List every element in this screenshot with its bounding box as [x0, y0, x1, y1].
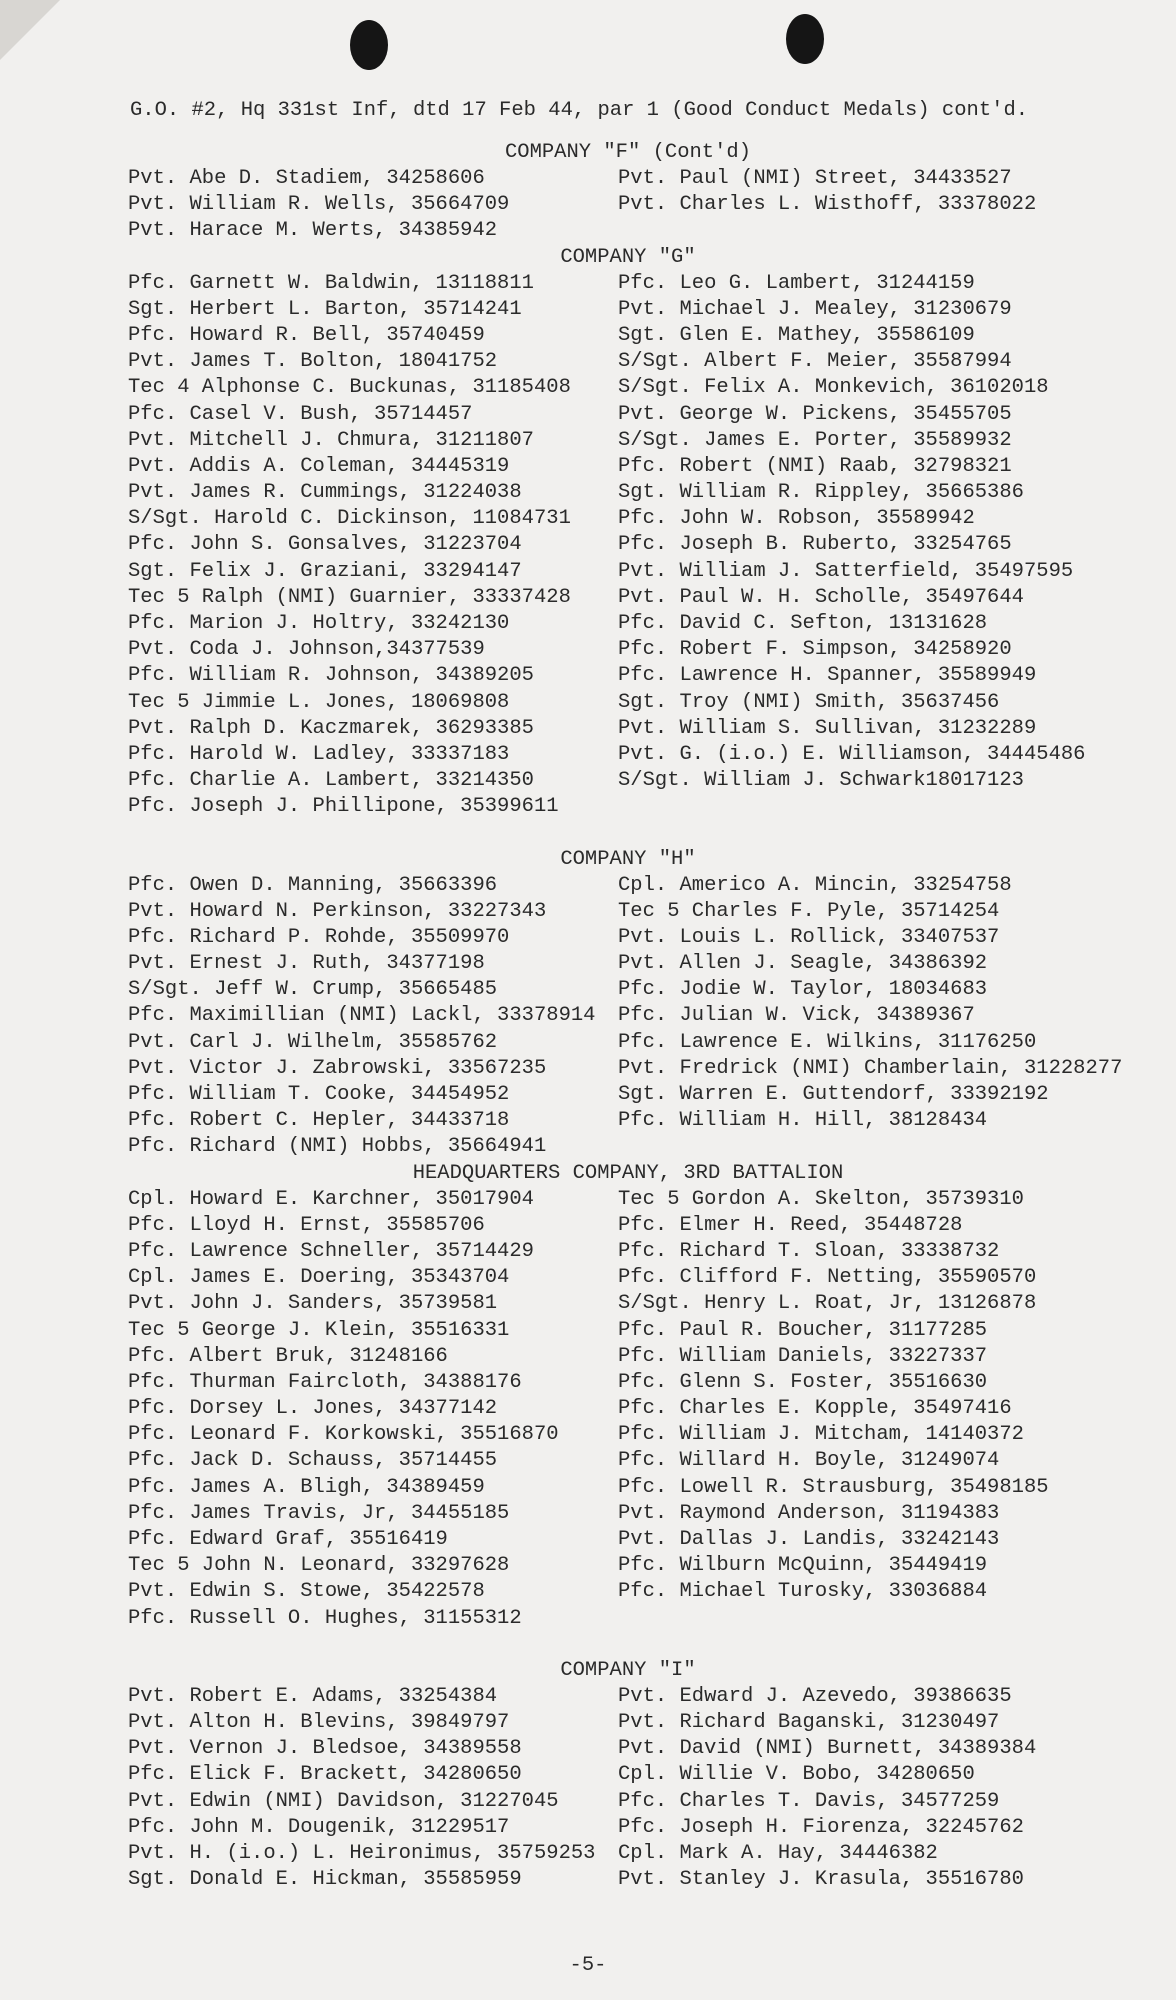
section-title: COMPANY "G": [560, 245, 696, 269]
roster-entry: S/Sgt. James E. Porter, 35589932: [618, 428, 1012, 452]
roster-entry: Pvt. Abe D. Stadiem, 34258606: [128, 167, 485, 190]
roster-entry: Pfc. Howard R. Bell, 35740459: [128, 323, 485, 347]
roster-entry: Pfc. Garnett W. Baldwin, 13118811: [128, 271, 534, 295]
roster-entry: Pfc. Leonard F. Korkowski, 35516870: [128, 1423, 559, 1447]
roster-entry: Pfc. William H. Hill, 38128434: [618, 1109, 988, 1133]
company-section: [128, 140, 1148, 245]
roster-entry: Pfc. Paul R. Boucher, 31177285: [618, 1318, 988, 1342]
roster-entry: Cpl. Howard E. Karchner, 35017904: [128, 1187, 534, 1211]
blank-line: [128, 1632, 1148, 1658]
roster-entry: Pfc. Robert C. Hepler, 34433718: [128, 1109, 510, 1133]
roster-entry: S/Sgt. Jeff W. Crump, 35665485: [128, 978, 498, 1002]
punch-hole-right: [786, 14, 824, 64]
roster-entry: Pvt. Raymond Anderson, 31194383: [618, 1501, 1000, 1525]
roster-entry: Pvt. Edward J. Azevedo, 39386635: [618, 1684, 1012, 1708]
roster-entry: Pvt. Addis A. Coleman, 34445319: [128, 454, 510, 478]
section-title: COMPANY "H": [560, 847, 696, 871]
roster-entry: Pvt. Howard N. Perkinson, 33227343: [128, 899, 547, 923]
roster-entry: Pvt. George W. Pickens, 35455705: [618, 402, 1012, 426]
order-heading: G.O. #2, Hq 331st Inf, dtd 17 Feb 44, par 1 (Good Conduct Medals) cont'd.: [130, 99, 1029, 122]
roster-entry: Pfc. Albert Bruk, 31248166: [128, 1344, 448, 1368]
roster-entry: Pvt. William R. Wells, 35664709: [128, 193, 510, 217]
roster-entry: Tec 5 Charles F. Pyle, 35714254: [618, 899, 1000, 923]
document-body: [128, 98, 1148, 1893]
roster-entry: Pfc. Charles E. Kopple, 35497416: [618, 1397, 1012, 1421]
roster-entry: Pvt. James T. Bolton, 18041752: [128, 350, 498, 374]
roster-entry: Pvt. Allen J. Seagle, 34386392: [618, 952, 988, 976]
roster-entry: Pvt. Charles L. Wisthoff, 33378022: [618, 193, 1037, 217]
roster-columns: [128, 873, 1148, 1161]
roster-column-left: [128, 873, 618, 1161]
roster-entry: Sgt. Troy (NMI) Smith, 35637456: [618, 690, 1000, 714]
roster-columns: [128, 1684, 1148, 1894]
roster-entry: Cpl. Mark A. Hay, 34446382: [618, 1841, 938, 1865]
roster-entry: Pvt. Vernon J. Bledsoe, 34389558: [128, 1737, 522, 1761]
roster-column-left: [128, 1187, 618, 1632]
roster-entry: Cpl. Americo A. Mincin, 33254758: [618, 873, 1012, 897]
roster-column-right: [618, 1684, 1148, 1894]
company-section: [128, 1658, 1148, 1894]
roster-entry: Pvt. Stanley J. Krasula, 35516780: [618, 1868, 1024, 1892]
roster-entry: Pfc. Jack D. Schauss, 35714455: [128, 1449, 498, 1473]
roster-entry: Pfc. Joseph H. Fiorenza, 32245762: [618, 1815, 1024, 1839]
roster-column-left: [128, 1684, 618, 1894]
roster-entry: Pfc. John S. Gonsalves, 31223704: [128, 533, 522, 557]
roster-entry: Pvt. Alton H. Blevins, 39849797: [128, 1710, 510, 1734]
roster-entry: Sgt. Warren E. Guttendorf, 33392192: [618, 1083, 1049, 1106]
roster-column-left: [128, 271, 618, 821]
roster-entry: Pvt. H. (i.o.) L. Heironimus, 35759253: [128, 1841, 596, 1865]
roster-entry: Pvt. Mitchell J. Chmura, 31211807: [128, 428, 534, 452]
roster-columns: [128, 1187, 1148, 1632]
page-corner-curl: [0, 0, 60, 60]
roster-entry: Pfc. David C. Sefton, 13131628: [618, 612, 988, 635]
sections-container: [128, 140, 1148, 1893]
roster-entry: S/Sgt. Albert F. Meier, 35587994: [618, 350, 1012, 374]
roster-entry: Pfc. Richard (NMI) Hobbs, 35664941: [128, 1135, 547, 1159]
roster-column-right: [618, 166, 1148, 245]
roster-entry: Pvt. Fredrick (NMI) Chamberlain, 31228277: [618, 1056, 1123, 1080]
section-title: HEADQUARTERS COMPANY, 3RD BATTALION: [412, 1161, 844, 1185]
roster-entry: Sgt. Herbert L. Barton, 35714241: [128, 297, 522, 321]
roster-entry: Pfc. Joseph B. Ruberto, 33254765: [618, 533, 1012, 557]
roster-entry: Pvt. Robert E. Adams, 33254384: [128, 1684, 498, 1708]
roster-entry: Pfc. Willard H. Boyle, 31249074: [618, 1449, 1000, 1473]
roster-entry: Sgt. Donald E. Hickman, 35585959: [128, 1868, 522, 1892]
roster-entry: Pvt. William S. Sullivan, 31232289: [618, 716, 1037, 740]
roster-entry: Sgt. Felix J. Graziani, 33294147: [128, 559, 522, 583]
roster-entry: Pvt. Louis L. Rollick, 33407537: [618, 925, 1000, 949]
roster-entry: Pfc. Lawrence H. Spanner, 35589949: [618, 664, 1037, 688]
roster-entry: Pfc. James Travis, Jr, 34455185: [128, 1501, 510, 1525]
roster-entry: Pvt. Victor J. Zabrowski, 33567235: [128, 1056, 547, 1080]
roster-column-right: [618, 1187, 1148, 1632]
punch-hole-left: [350, 20, 388, 70]
roster-entry: Pfc. Elmer H. Reed, 35448728: [618, 1213, 963, 1237]
company-section: [128, 245, 1148, 847]
roster-entry: Pvt. Edwin (NMI) Davidson, 31227045: [128, 1789, 559, 1813]
roster-entry: Sgt. William R. Rippley, 35665386: [618, 481, 1024, 505]
roster-entry: Pfc. Elick F. Brackett, 34280650: [128, 1763, 522, 1787]
roster-entry: Pvt. James R. Cummings, 31224038: [128, 481, 522, 505]
roster-entry: Pfc. Leo G. Lambert, 31244159: [618, 271, 975, 295]
roster-entry: Pfc. James A. Bligh, 34389459: [128, 1475, 485, 1499]
roster-entry: Tec 4 Alphonse C. Buckunas, 31185408: [128, 376, 571, 400]
roster-entry: Pfc. Charles T. Davis, 34577259: [618, 1789, 1000, 1813]
company-section: [128, 847, 1148, 1161]
roster-entry: Cpl. Willie V. Bobo, 34280650: [618, 1763, 975, 1787]
roster-column-right: [618, 271, 1148, 821]
roster-column-left: [128, 166, 618, 245]
roster-entry: S/Sgt. Henry L. Roat, Jr, 13126878: [618, 1292, 1037, 1316]
roster-entry: Pfc. Wilburn McQuinn, 35449419: [618, 1554, 988, 1578]
roster-entry: Pfc. Harold W. Ladley, 33337183: [128, 742, 510, 766]
roster-entry: Pfc. William T. Cooke, 34454952: [128, 1083, 510, 1106]
roster-entry: Tec 5 Ralph (NMI) Guarnier, 33337428: [128, 585, 571, 609]
roster-entry: Pfc. Robert (NMI) Raab, 32798321: [618, 454, 1012, 478]
roster-entry: Pvt. Ernest J. Ruth, 34377198: [128, 952, 485, 976]
roster-entry: Pfc. Casel V. Bush, 35714457: [128, 402, 473, 426]
roster-entry: Pvt. David (NMI) Burnett, 34389384: [618, 1737, 1037, 1761]
roster-entry: Pfc. Julian W. Vick, 34389367: [618, 1004, 975, 1028]
roster-entry: Pfc. Richard P. Rohde, 35509970: [128, 925, 510, 949]
roster-entry: Pfc. Russell O. Hughes, 31155312: [128, 1606, 522, 1630]
roster-entry: Pvt. Edwin S. Stowe, 35422578: [128, 1580, 485, 1604]
roster-entry: Tec 5 Jimmie L. Jones, 18069808: [128, 690, 510, 714]
roster-entry: Pfc. Joseph J. Phillipone, 35399611: [128, 795, 559, 819]
roster-entry: Pvt. Ralph D. Kaczmarek, 36293385: [128, 716, 534, 740]
roster-entry: Tec 5 George J. Klein, 35516331: [128, 1318, 510, 1342]
roster-entry: Pfc. John W. Robson, 35589942: [618, 507, 975, 531]
roster-entry: Pfc. John M. Dougenik, 31229517: [128, 1815, 510, 1839]
roster-entry: Pfc. Lloyd H. Ernst, 35585706: [128, 1213, 485, 1237]
roster-entry: Pfc. Lawrence E. Wilkins, 31176250: [618, 1030, 1037, 1054]
roster-entry: Pvt. John J. Sanders, 35739581: [128, 1292, 498, 1316]
roster-entry: Pfc. William R. Johnson, 34389205: [128, 664, 534, 688]
roster-entry: Pvt. William J. Satterfield, 35497595: [618, 559, 1074, 583]
section-title: COMPANY "F" (Cont'd): [504, 141, 752, 164]
roster-entry: Pfc. Robert F. Simpson, 34258920: [618, 638, 1012, 662]
roster-entry: Pfc. Clifford F. Netting, 35590570: [618, 1266, 1037, 1290]
roster-entry: S/Sgt. Felix A. Monkevich, 36102018: [618, 376, 1049, 400]
roster-entry: S/Sgt. Harold C. Dickinson, 11084731: [128, 507, 571, 531]
roster-entry: Pfc. Charlie A. Lambert, 33214350: [128, 769, 534, 793]
roster-entry: Pvt. Dallas J. Landis, 33242143: [618, 1528, 1000, 1551]
roster-entry: Pvt. Coda J. Johnson,34377539: [128, 638, 485, 662]
roster-entry: Pfc. Glenn S. Foster, 35516630: [618, 1370, 988, 1394]
roster-entry: Pfc. Owen D. Manning, 35663396: [128, 873, 498, 897]
roster-entry: Pfc. Edward Graf, 35516419: [128, 1528, 448, 1551]
roster-entry: Pfc. Marion J. Holtry, 33242130: [128, 612, 510, 635]
roster-entry: S/Sgt. William J. Schwark18017123: [618, 769, 1024, 793]
roster-entry: Pvt. Harace M. Werts, 34385942: [128, 219, 498, 243]
roster-entry: Pfc. Thurman Faircloth, 34388176: [128, 1370, 522, 1394]
roster-columns: [128, 271, 1148, 821]
roster-entry: Pfc. Lowell R. Strausburg, 35498185: [618, 1475, 1049, 1499]
roster-column-right: [618, 873, 1148, 1161]
page-number: -5-: [569, 1954, 607, 1977]
roster-entry: Cpl. James E. Doering, 35343704: [128, 1266, 510, 1290]
roster-entry: Pvt. Carl J. Wilhelm, 35585762: [128, 1030, 498, 1054]
roster-entry: Pfc. Jodie W. Taylor, 18034683: [618, 978, 988, 1002]
roster-entry: Pfc. Richard T. Sloan, 33338732: [618, 1239, 1000, 1263]
roster-entry: Pfc. Lawrence Schneller, 35714429: [128, 1239, 534, 1263]
company-section: [128, 1161, 1148, 1658]
roster-entry: Pfc. William Daniels, 33227337: [618, 1344, 988, 1368]
roster-entry: Pvt. Paul (NMI) Street, 34433527: [618, 167, 1012, 190]
roster-entry: Tec 5 John N. Leonard, 33297628: [128, 1554, 510, 1578]
roster-entry: Pfc. Michael Turosky, 33036884: [618, 1580, 988, 1604]
roster-entry: Pfc. Dorsey L. Jones, 34377142: [128, 1397, 498, 1421]
roster-entry: Tec 5 Gordon A. Skelton, 35739310: [618, 1187, 1024, 1211]
roster-entry: Pvt. Paul W. H. Scholle, 35497644: [618, 585, 1024, 609]
roster-entry: Pfc. William J. Mitcham, 14140372: [618, 1423, 1024, 1447]
roster-entry: Sgt. Glen E. Mathey, 35586109: [618, 323, 975, 347]
section-title: COMPANY "I": [560, 1658, 696, 1682]
roster-entry: Pvt. Michael J. Mealey, 31230679: [618, 297, 1012, 321]
roster-entry: Pvt. G. (i.o.) E. Williamson, 34445486: [618, 742, 1086, 766]
roster-entry: Pvt. Richard Baganski, 31230497: [618, 1710, 1000, 1734]
roster-entry: Pfc. Maximillian (NMI) Lackl, 33378914: [128, 1004, 596, 1028]
blank-line: [128, 821, 1148, 847]
roster-columns: [128, 166, 1148, 245]
